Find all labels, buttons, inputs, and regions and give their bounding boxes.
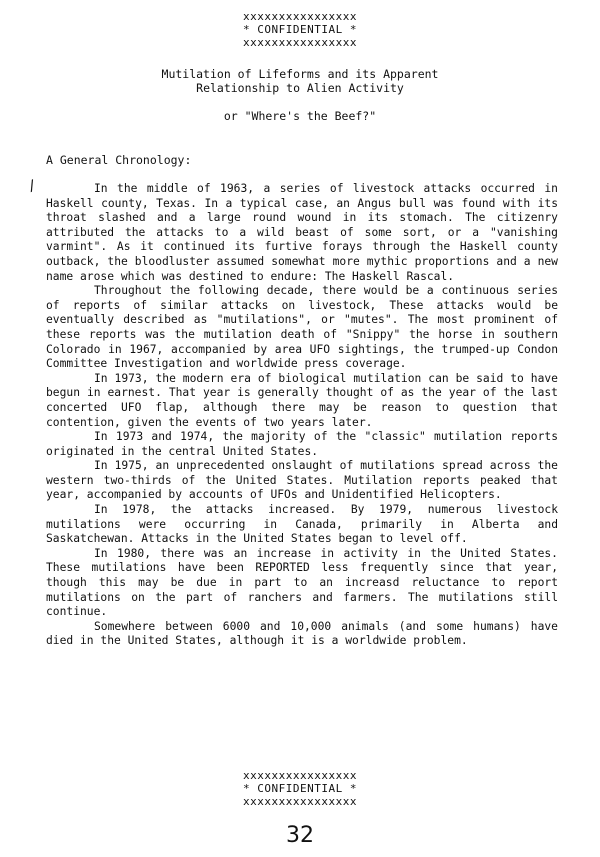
header-stars-top: xxxxxxxxxxxxxxxx: [243, 10, 357, 23]
paragraph: In 1978, the attacks increased. By 1979, numerous livestock mutilations were occurring in Canada, primarily in Alberta and Saskatchewan. Attacks in the United States began to level off.: [46, 503, 558, 546]
paragraph: Throughout the following decade, there would be a continuous series of reports of similar attacks on livestock, These attacks would be eventually described as "mutilations", or "mutes". The most prominent of these reports was the mutilation death of "Snippy" the horse in southern Colorado in 1967, accompanied by area UFO sightings, the trumped-up Condon Committee Investigation and worldwide press coverage.: [46, 284, 558, 371]
section-heading: A General Chronology:: [46, 153, 192, 167]
header-banner: [0, 10, 600, 49]
header-confidential-label: * CONFIDENTIAL *: [243, 23, 357, 36]
chronology-body: [46, 182, 558, 649]
footer-stars-bottom: xxxxxxxxxxxxxxxx: [243, 795, 357, 808]
header-stars-bottom: xxxxxxxxxxxxxxxx: [243, 36, 357, 49]
title-subtitle: or "Where's the Beef?": [223, 109, 377, 123]
margin-pen-mark: /: [25, 177, 39, 195]
title-line-1: Mutilation of Lifeforms and its Apparent: [161, 67, 439, 81]
footer-banner: [0, 769, 600, 808]
paragraph: Somewhere between 6000 and 10,000 animals (and some humans) have died in the United States, although it is a worldwide problem.: [46, 619, 558, 648]
paragraph: In 1980, there was an increase in activity in the United States. These mutilations have been REPORTED less frequently since that year, though this may be due in part to an increasd reluctance to report mutilations on the part of ranchers and farmers. The mutilations still continue.: [46, 546, 558, 619]
paragraph: In 1975, an unprecedented onslaught of mutilations spread across the western two-thirds of the United States. Mutilation reports peaked that year, accompanied by accounts of UFOs and Unidentified Helicopters.: [46, 459, 558, 502]
title-line-2: Relationship to Alien Activity: [196, 81, 404, 95]
paragraph: In 1973 and 1974, the majority of the "classic" mutilation reports originated in the central United States.: [46, 430, 558, 458]
footer-confidential-label: * CONFIDENTIAL *: [243, 782, 357, 795]
document-title: [0, 67, 600, 123]
paragraph: In the middle of 1963, a series of livestock attacks occurred in Haskell county, Texas. In a typical case, an Angus bull was found with its throat slashed and a large round wound in its stomach. The citizenry attributed the attacks to a wild beast of some sort, or a "vanishing varmint". As it continued its furtive forays through the Haskell county outback, the bloodluster assumed somewhat more mythic proportions and a new name arose which was destined to endure: The Haskell Rascal.: [46, 182, 558, 283]
page-number: 32: [286, 823, 314, 848]
footer-stars-top: xxxxxxxxxxxxxxxx: [243, 769, 357, 782]
paragraph: In 1973, the modern era of biological mutilation can be said to have begun in earnest. That year is generally thought of as the year of the last concerted UFO flap, although there may be reason to question that contention, given the events of two years later.: [46, 371, 558, 429]
